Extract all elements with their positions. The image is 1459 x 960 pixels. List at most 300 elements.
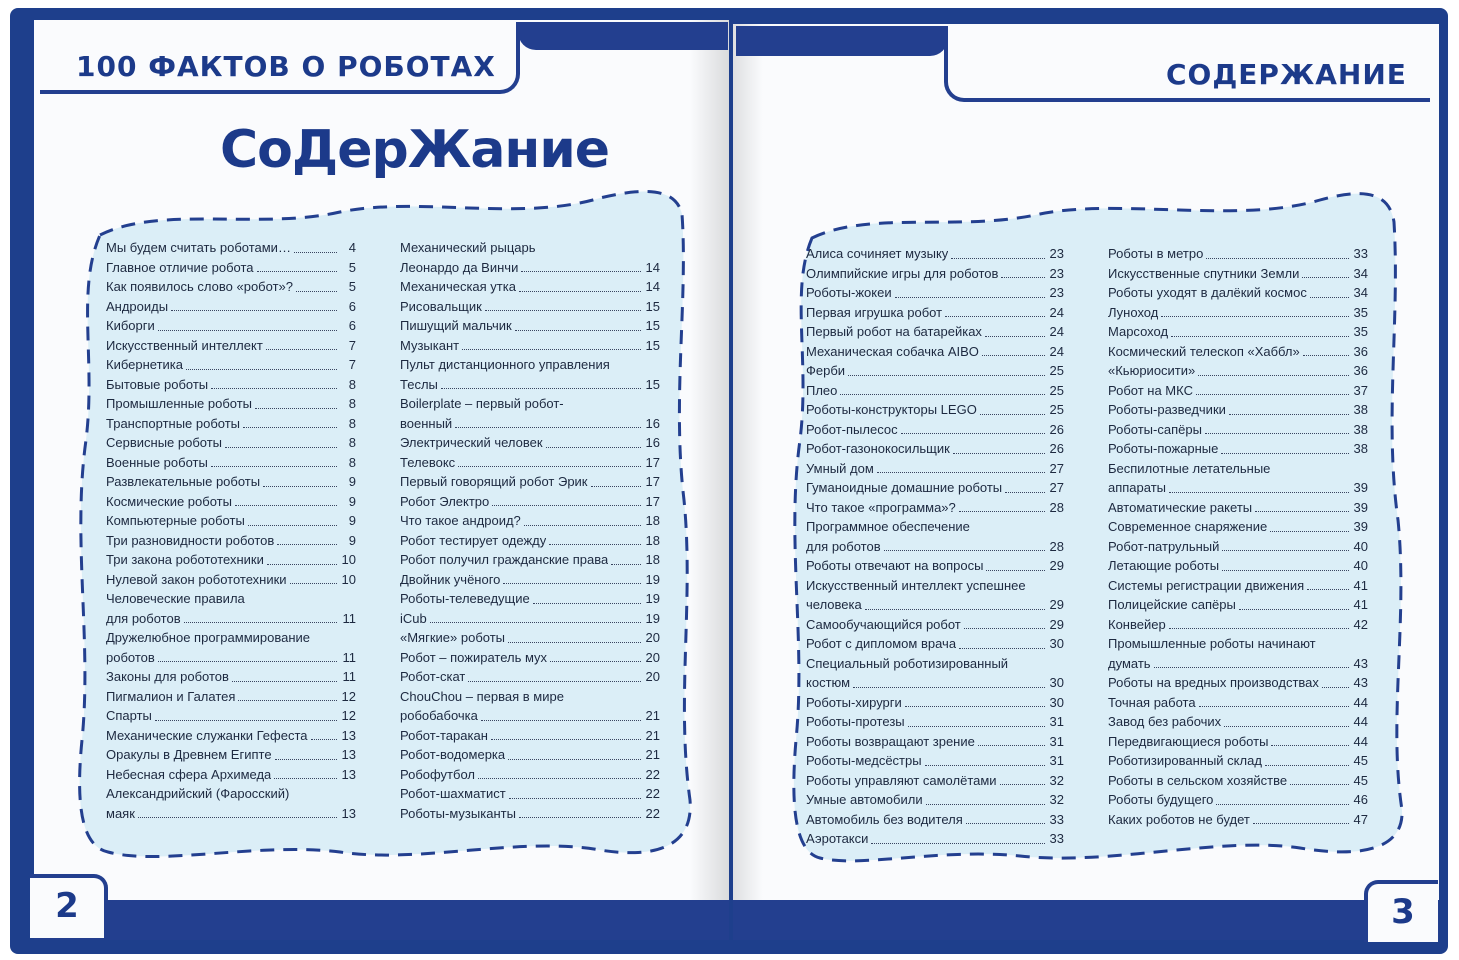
toc-leader-dots	[978, 745, 1045, 746]
toc-leader-dots	[959, 511, 1045, 512]
toc-entry	[806, 459, 1064, 479]
toc-entry-title: Робот – пожиратель мух	[400, 649, 548, 665]
toc-leader-dots	[1198, 375, 1349, 376]
toc-entry	[806, 810, 1064, 830]
toc-entry-title: Робот получил гражданские права	[400, 552, 609, 567]
toc-entry-title: Умные автомобили	[806, 792, 923, 807]
toc-entry	[1108, 381, 1368, 401]
toc-entry	[400, 297, 660, 317]
toc-leader-dots	[274, 778, 337, 779]
toc-leader-dots	[468, 681, 641, 682]
toc-leader-dots	[232, 681, 337, 682]
toc-entry-title: Роботы-протезы	[806, 714, 905, 729]
toc-leader-dots	[1005, 492, 1045, 493]
toc-entry-page: 20	[645, 669, 660, 684]
toc-entry-page: 6	[348, 318, 356, 333]
toc-entry-page: 23	[1049, 265, 1064, 281]
toc-entry-page: 16	[645, 435, 660, 450]
toc-entry-page: 15	[645, 376, 660, 392]
toc-leader-dots	[1310, 297, 1349, 298]
toc-entry	[806, 771, 1064, 791]
toc-entry-title: Что такое «программа»?	[806, 499, 956, 515]
toc-entry	[1108, 693, 1368, 713]
toc-leader-dots	[266, 349, 337, 350]
toc-entry-page: 19	[645, 571, 660, 587]
toc-entry-page: 30	[1049, 675, 1064, 690]
toc-entry	[106, 765, 356, 785]
toc-entry-page: 44	[1353, 714, 1368, 729]
toc-entry-page: 28	[1049, 538, 1064, 554]
toc-entry	[106, 492, 356, 512]
toc-entry-title: Роботы-хирурги	[806, 694, 902, 710]
toc-entry-title: Марсоход	[1108, 324, 1169, 339]
toc-entry-first-line: Механический рыцарь	[400, 240, 536, 255]
toc-entry-title: Робот-таракан	[400, 727, 488, 743]
toc-leader-dots	[430, 622, 641, 623]
toc-entry-page: 47	[1353, 811, 1368, 827]
toc-entry-first-line: Беспилотные летательные	[1108, 460, 1271, 476]
toc-leader-dots	[985, 336, 1045, 337]
toc-entry-title: Летающие роботы	[1108, 558, 1220, 573]
toc-leader-dots	[155, 720, 337, 721]
toc-entry-page: 40	[1353, 538, 1368, 554]
toc-entry-first-line: Специальный роботизированный	[806, 655, 1009, 671]
toc-entry	[806, 693, 1064, 713]
toc-entry	[400, 804, 660, 824]
toc-entry	[106, 531, 356, 551]
toc-leader-dots	[481, 720, 641, 721]
toc-entry-title: iCub	[400, 610, 427, 626]
toc-entry-title: Роботы отвечают на вопросы	[806, 558, 984, 573]
toc-entry-page: 8	[348, 396, 356, 411]
toc-leader-dots	[508, 759, 641, 760]
toc-entry	[806, 303, 1064, 323]
toc-entry-page: 40	[1353, 558, 1368, 573]
toc-entry-title: аппараты	[1108, 480, 1167, 495]
toc-entry-title: «Кьюриосити»	[1108, 363, 1196, 378]
toc-entry	[806, 673, 1064, 693]
toc-leader-dots	[1221, 453, 1349, 454]
toc-entry-page: 27	[1049, 460, 1064, 476]
toc-leader-dots	[478, 778, 641, 779]
toc-entry-title: Роботы-конструкторы LEGO	[806, 402, 977, 417]
toc-entry	[106, 433, 356, 453]
toc-leader-dots	[945, 316, 1045, 317]
toc-entry	[400, 648, 660, 668]
toc-entry-title: Системы регистрации движения	[1108, 577, 1305, 593]
toc-entry-page: 9	[348, 532, 356, 548]
toc-entry-title: Алиса сочиняет музыку	[806, 246, 949, 261]
toc-entry-first-line: Программное обеспечение	[806, 519, 970, 534]
toc-entry-title: Как появилось слово «робот»?	[106, 279, 293, 294]
toc-leader-dots	[519, 817, 641, 818]
toc-entry-title: Кибернетика	[106, 357, 183, 372]
toc-leader-dots	[1303, 355, 1349, 356]
toc-leader-dots	[263, 486, 337, 487]
toc-entry-page: 26	[1049, 441, 1064, 456]
toc-leader-dots	[235, 505, 337, 506]
toc-entry	[1108, 732, 1368, 752]
toc-entry	[1108, 322, 1368, 342]
toc-entry-title: Гуманоидные домашние роботы	[806, 480, 1003, 495]
toc-leader-dots	[1302, 277, 1349, 278]
toc-entry-page: 21	[645, 747, 660, 762]
toc-entry	[400, 472, 660, 492]
toc-leader-dots	[1216, 804, 1349, 805]
toc-entry-title: Точная работа	[1108, 694, 1196, 710]
toc-entry	[1108, 420, 1368, 440]
footer-band-right	[733, 900, 1439, 940]
contents-heading: СоДерЖание	[220, 120, 610, 180]
toc-entry	[106, 414, 356, 434]
toc-entry	[106, 375, 356, 395]
toc-leader-dots	[1255, 511, 1349, 512]
toc-leader-dots	[865, 609, 1045, 610]
toc-entry-page: 39	[1353, 499, 1368, 515]
toc-entry-page: 13	[341, 766, 356, 782]
toc-entry-page: 8	[348, 415, 356, 431]
toc-entry-page: 12	[341, 708, 356, 723]
toc-entry-page: 45	[1353, 753, 1368, 768]
toc-entry-page: 24	[1049, 324, 1064, 339]
toc-entry	[400, 258, 660, 278]
toc-entry	[106, 609, 356, 629]
toc-entry-page: 15	[645, 337, 660, 353]
toc-entry	[106, 804, 356, 824]
toc-entry-first-line: Человеческие правила	[106, 591, 245, 606]
toc-leader-dots	[546, 447, 641, 448]
toc-leader-dots	[908, 726, 1045, 727]
toc-leader-dots	[492, 505, 641, 506]
toc-entry-page: 19	[645, 591, 660, 606]
toc-entry-page: 22	[645, 805, 660, 821]
toc-entry-page: 46	[1353, 792, 1368, 807]
toc-leader-dots	[853, 687, 1045, 688]
toc-entry-page: 13	[341, 805, 356, 821]
toc-entry-page: 32	[1049, 772, 1064, 788]
toc-leader-dots	[986, 570, 1045, 571]
toc-leader-dots	[1239, 609, 1349, 610]
toc-entry-page: 24	[1049, 343, 1064, 359]
toc-leader-dots	[1222, 550, 1349, 551]
toc-entry	[1108, 478, 1368, 498]
toc-entry-title: человека	[806, 597, 862, 612]
toc-entry	[806, 478, 1064, 498]
toc-entry	[106, 687, 356, 707]
toc-entry-page: 31	[1049, 753, 1064, 768]
toc-entry-title: Пигмалион и Галатея	[106, 688, 236, 704]
toc-entry-title: Андроиды	[106, 298, 169, 314]
toc-entry-title: Полицейские сапёры	[1108, 597, 1236, 612]
toc-entry-title: Робот тестирует одежду	[400, 532, 547, 548]
toc-column-3	[806, 244, 1064, 849]
toc-entry	[1108, 810, 1368, 830]
toc-entry-title: Каких роботов не будет	[1108, 811, 1250, 827]
toc-entry	[400, 784, 660, 804]
toc-leader-dots	[1271, 745, 1349, 746]
toc-entry	[400, 277, 660, 297]
toc-entry-title: Механическая собачка AIBO	[806, 343, 979, 359]
toc-entry	[400, 609, 660, 629]
toc-entry-title: костюм	[806, 675, 851, 690]
toc-entry-page: 13	[341, 727, 356, 743]
toc-entry-title: думать	[1108, 655, 1151, 671]
toc-entry-title: Роботы на вредных производствах	[1108, 675, 1319, 690]
toc-entry-title: Луноход	[1108, 304, 1159, 320]
toc-entry-page: 33	[1353, 246, 1368, 261]
toc-entry-title: Робот-патрульный	[1108, 538, 1220, 554]
toc-entry-page: 39	[1353, 480, 1368, 495]
toc-entry-title: Автоматические ракеты	[1108, 499, 1253, 515]
toc-entry-title: Три закона робототехники	[106, 552, 264, 567]
toc-entry-title: Современное снаряжение	[1108, 519, 1268, 534]
toc-entry-page: 18	[645, 552, 660, 567]
toc-entry-title: Первый говорящий робот Эрик	[400, 474, 588, 489]
toc-entry-page: 34	[1353, 265, 1368, 281]
toc-entry-title: Пишущий мальчик	[400, 318, 512, 333]
toc-entry-first-line: Промышленные роботы начинают	[1108, 636, 1316, 651]
toc-entry	[1108, 439, 1368, 459]
toc-entry	[400, 453, 660, 473]
toc-entry-title: Космические роботы	[106, 493, 232, 509]
toc-entry-title: Аэротакси	[806, 831, 869, 846]
toc-entry-title: Телевокс	[400, 454, 456, 470]
toc-leader-dots	[966, 823, 1045, 824]
toc-entry-title: Самообучающийся робот	[806, 616, 961, 632]
toc-entry	[106, 258, 356, 278]
toc-entry	[806, 829, 1064, 849]
toc-entry-first-line: Boilerplate – первый робот-	[400, 396, 564, 411]
toc-entry-title: Мы будем считать роботами…	[106, 240, 291, 255]
toc-entry-page: 6	[348, 298, 356, 314]
toc-entry-title: Транспортные роботы	[106, 415, 241, 431]
toc-entry	[1108, 264, 1368, 284]
toc-entry-page: 30	[1049, 636, 1064, 651]
toc-entry-title: Три разновидности роботов	[106, 532, 275, 548]
toc-entry-title: Робофутбол	[400, 766, 475, 782]
toc-entry-title: роботов	[106, 649, 155, 665]
toc-leader-dots	[138, 817, 337, 818]
toc-entry-title: Роботы в метро	[1108, 246, 1204, 261]
toc-entry	[106, 745, 356, 765]
toc-entry-title: для роботов	[106, 610, 181, 626]
toc-entry	[1108, 303, 1368, 323]
toc-leader-dots	[549, 544, 641, 545]
toc-leader-dots	[591, 486, 642, 487]
toc-entry-title: Законы для роботов	[106, 669, 229, 684]
toc-entry-title: Спарты	[106, 708, 152, 723]
toc-leader-dots	[524, 525, 641, 526]
toc-leader-dots	[186, 369, 337, 370]
toc-entry	[106, 238, 356, 258]
toc-entry	[106, 570, 356, 590]
toc-entry-title: Роботы-медсёстры	[806, 753, 922, 768]
toc-entry	[806, 439, 1064, 459]
toc-entry	[1108, 712, 1368, 732]
toc-entry	[400, 511, 660, 531]
toc-entry-title: Компьютерные роботы	[106, 513, 245, 528]
toc-entry-page: 13	[341, 747, 356, 762]
toc-entry	[806, 712, 1064, 732]
page-number-left: 2	[30, 874, 108, 938]
toc-entry-page: 32	[1049, 792, 1064, 807]
toc-entry-title: Военные роботы	[106, 454, 208, 470]
toc-leader-dots	[980, 414, 1045, 415]
toc-leader-dots	[611, 564, 641, 565]
toc-entry-page: 35	[1353, 324, 1368, 339]
toc-entry-page: 17	[645, 474, 660, 489]
footer-band-left	[34, 900, 729, 940]
toc-leader-dots	[1229, 414, 1349, 415]
toc-entry-page: 42	[1353, 616, 1368, 632]
toc-entry-title: Оракулы в Древнем Египте	[106, 747, 272, 762]
toc-entry-title: Роботы уходят в далёкий космос	[1108, 285, 1307, 300]
toc-leader-dots	[905, 706, 1045, 707]
toc-entry-page: 15	[645, 298, 660, 314]
toc-column-1	[106, 238, 356, 823]
toc-entry-page: 9	[348, 513, 356, 528]
toc-entry-title: для роботов	[806, 538, 881, 554]
toc-leader-dots	[455, 427, 641, 428]
toc-entry-page: 17	[645, 454, 660, 470]
toc-leader-dots	[158, 661, 337, 662]
toc-entry	[1108, 751, 1368, 771]
toc-leader-dots	[871, 843, 1045, 844]
toc-leader-dots	[1199, 706, 1349, 707]
toc-entry-page: 20	[645, 630, 660, 645]
toc-leader-dots	[982, 355, 1045, 356]
toc-leader-dots	[441, 388, 641, 389]
toc-entry-page: 5	[348, 259, 356, 275]
toc-leader-dots	[509, 798, 641, 799]
toc-entry-page: 20	[645, 649, 660, 665]
toc-entry	[106, 648, 356, 668]
toc-entry	[400, 375, 660, 395]
toc-entry-title: Роботы-разведчики	[1108, 402, 1226, 417]
toc-entry-page: 11	[342, 610, 356, 626]
toc-entry-title: Роботы управляют самолётами	[806, 772, 997, 788]
toc-leader-dots	[255, 408, 337, 409]
toc-entry	[106, 297, 356, 317]
toc-entry-page: 5	[348, 279, 356, 294]
toc-leader-dots	[294, 252, 337, 253]
toc-entry-page: 27	[1049, 480, 1064, 495]
toc-entry-page: 9	[348, 474, 356, 489]
toc-entry-page: 4	[348, 240, 356, 255]
toc-leader-dots	[953, 453, 1045, 454]
toc-entry	[400, 531, 660, 551]
toc-entry-title: Робот-шахматист	[400, 786, 506, 801]
toc-leader-dots	[1224, 726, 1349, 727]
toc-entry	[106, 472, 356, 492]
toc-entry-title: Олимпийские игры для роботов	[806, 265, 999, 281]
toc-entry-title: Роботы возвращают зрение	[806, 733, 975, 749]
toc-leader-dots	[901, 433, 1045, 434]
toc-leader-dots	[533, 603, 641, 604]
toc-entry	[106, 511, 356, 531]
toc-entry-page: 36	[1353, 363, 1368, 378]
toc-entry	[106, 706, 356, 726]
toc-leader-dots	[1270, 531, 1349, 532]
toc-leader-dots	[1290, 784, 1349, 785]
toc-leader-dots	[521, 271, 641, 272]
toc-entry	[1108, 576, 1368, 596]
toc-entry-title: военный	[400, 415, 453, 431]
toc-entry	[1108, 361, 1368, 381]
toc-entry-page: 25	[1049, 382, 1064, 398]
toc-entry	[400, 667, 660, 687]
toc-entry-title: Роботы будущего	[1108, 792, 1214, 807]
toc-entry	[806, 498, 1064, 518]
toc-entry	[1108, 517, 1368, 537]
toc-entry-page: 11	[342, 669, 356, 684]
toc-leader-dots	[1169, 628, 1349, 629]
toc-entry-page: 11	[342, 649, 356, 665]
toc-entry-title: Роботы-сапёры	[1108, 421, 1202, 437]
toc-leader-dots	[926, 804, 1045, 805]
toc-entry-page: 24	[1049, 304, 1064, 320]
toc-leader-dots	[550, 661, 641, 662]
toc-leader-dots	[1222, 570, 1349, 571]
toc-leader-dots	[1000, 784, 1045, 785]
toc-entry	[400, 550, 660, 570]
toc-entry	[106, 394, 356, 414]
toc-entry-title: Первый робот на батарейках	[806, 324, 982, 339]
toc-leader-dots	[491, 739, 641, 740]
toc-entry-title: Бытовые роботы	[106, 376, 209, 392]
toc-entry-title: маяк	[106, 805, 135, 821]
toc-entry-title: Двойник учёного	[400, 571, 501, 587]
toc-leader-dots	[277, 544, 337, 545]
toc-entry-page: 34	[1353, 285, 1368, 300]
toc-entry-page: 43	[1353, 655, 1368, 671]
toc-entry-title: Робот с дипломом врача	[806, 636, 957, 651]
toc-entry-page: 41	[1353, 597, 1368, 612]
toc-leader-dots	[925, 765, 1045, 766]
toc-entry	[1108, 537, 1368, 557]
page-number-right: 3	[1364, 880, 1438, 942]
toc-entry	[806, 283, 1064, 303]
toc-leader-dots	[462, 349, 641, 350]
toc-entry-title: Плео	[806, 382, 838, 398]
toc-entry-first-line: Искусственный интеллект успешнее	[806, 577, 1026, 593]
toc-entry-page: 19	[645, 610, 660, 626]
toc-entry-page: 38	[1353, 421, 1368, 437]
toc-leader-dots	[211, 388, 337, 389]
toc-entry	[1108, 400, 1368, 420]
toc-entry	[806, 420, 1064, 440]
toc-leader-dots	[290, 583, 337, 584]
toc-entry-page: 41	[1353, 577, 1368, 593]
toc-entry	[1108, 673, 1368, 693]
toc-entry	[806, 732, 1064, 752]
toc-leader-dots	[848, 375, 1045, 376]
toc-leader-dots	[296, 291, 337, 292]
toc-entry	[400, 706, 660, 726]
toc-leader-dots	[211, 466, 337, 467]
toc-entry-title: Робот на МКС	[1108, 382, 1193, 398]
toc-entry-page: 21	[645, 727, 660, 743]
toc-entry-page: 23	[1049, 246, 1064, 261]
toc-leader-dots	[1265, 765, 1349, 766]
toc-entry-first-line: Пульт дистанционного управления	[400, 357, 610, 372]
toc-entry-page: 16	[645, 415, 660, 431]
toc-entry-page: 22	[645, 786, 660, 801]
toc-entry-page: 18	[645, 532, 660, 548]
toc-entry	[806, 751, 1064, 771]
toc-entry-title: Роботы-жокеи	[806, 285, 892, 300]
toc-entry-title: Завод без рабочих	[1108, 714, 1222, 729]
